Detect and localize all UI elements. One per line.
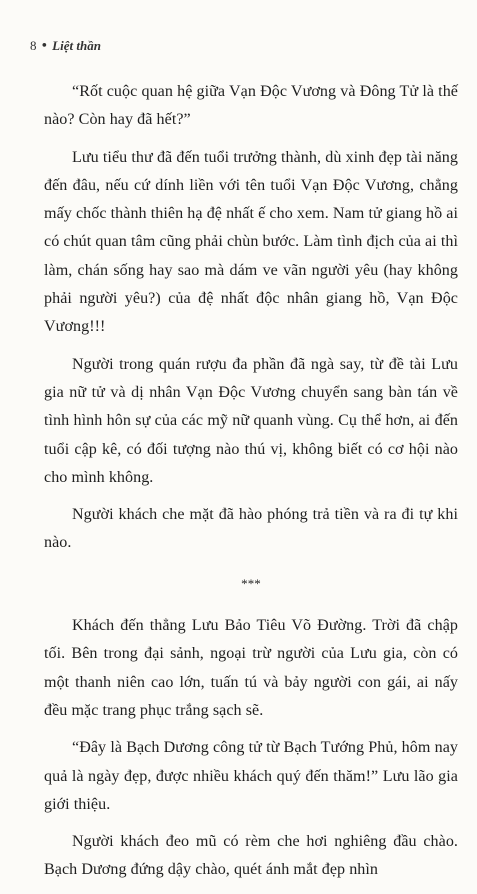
header-bullet: • <box>40 39 49 54</box>
paragraph: “Đây là Bạch Dương công tử từ Bạch Tướng Phủ, hôm nay quả là ngày đẹp, được nhiều khách quý đến thăm!” Lưu lão gia giới thiệu. <box>44 739 458 813</box>
body-text <box>44 78 458 894</box>
paragraph: Người trong quán rượu đa phần đã ngà say, từ đề tài Lưu gia nữ tử và dị nhân Vạn Độc Vương chuyển sang bàn tán về tình hình hôn sự của các mỹ nữ quanh vùng. Cụ thể hơn, ai đến tuổi cập kê, có đối tượng nào thú vị, không biết có cơ hội nào cho mình không. <box>44 355 458 486</box>
paragraph: Người khách che mặt đã hào phóng trả tiền và ra đi tự khi nào. <box>44 506 458 552</box>
paragraph: Người khách đeo mũ có rèm che hơi nghiêng đầu chào. Bạch Dương đứng dậy chào, quét ánh mắt đẹp nhìn <box>44 833 458 879</box>
section-separator: *** <box>241 575 261 591</box>
paragraph: “Rốt cuộc quan hệ giữa Vạn Độc Vương và Đông Tử là thế nào? Còn hay đã hết?” <box>44 83 458 129</box>
paragraph: Khách đến thẳng Lưu Bảo Tiêu Võ Đường. Trời đã chập tối. Bên trong đại sảnh, ngoại trừ người của Lưu gia, còn có một thanh niên cao lớn, tuấn tú và bảy người con gái, ai nấy đều mặc trang phục trắng sạch sẽ. <box>44 617 458 719</box>
paragraph: Lưu tiểu thư đã đến tuổi trưởng thành, dù xinh đẹp tài năng đến đâu, nếu cứ dính liền với tên tuổi Vạn Độc Vương, chẳng mấy chốc thành thiên hạ đệ nhất ế cho xem. Nam tử giang hồ ai có chút quan tâm cũng phải chùn bước. Làm tình địch của ai thì làm, chán sống hay sao mà dám ve vãn người yêu (hay không phải người yêu?) của đệ nhất độc nhân giang hồ, Vạn Độc Vương!!! <box>44 148 458 336</box>
book-title: Liệt thần <box>52 38 101 53</box>
page-number: 8 <box>30 38 37 53</box>
running-header <box>30 38 101 54</box>
